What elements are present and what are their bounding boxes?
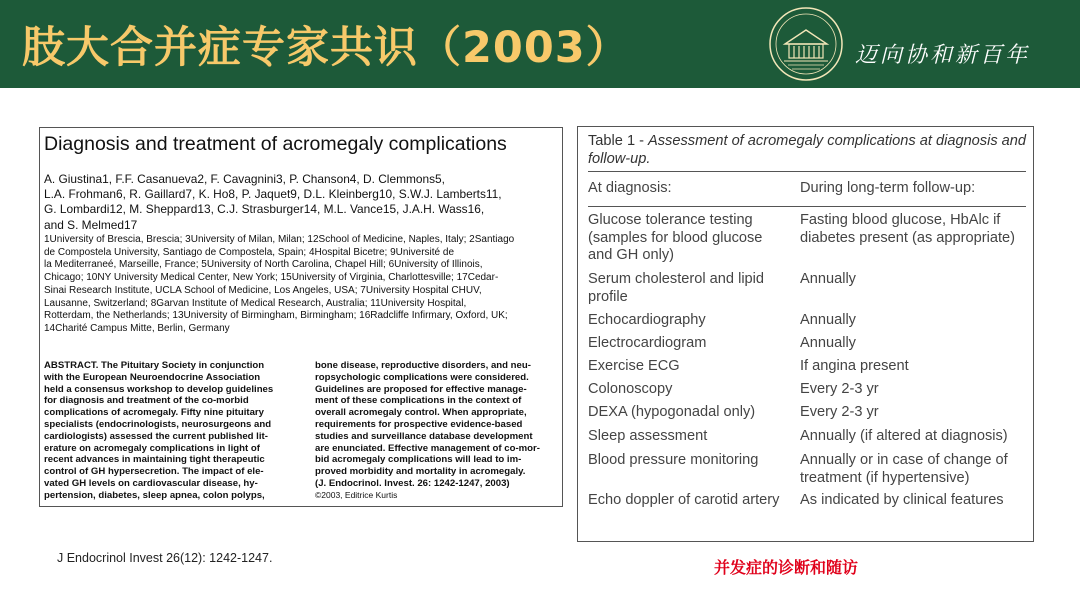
abstract-line: proved morbidity and mortality in acromegaly. [315, 466, 526, 478]
abstract-line: ropsychologic complications were considered. [315, 371, 529, 383]
table-cell-followup: Fasting blood glucose, HbAlc if diabetes present (as appropriate) [800, 212, 1015, 246]
abstract-line: with the European Neuroendocrine Association [44, 371, 261, 383]
table-cell-diagnosis: Serum cholesterol and lipid profile [588, 271, 765, 305]
affiliation-line: Chicago; 10NY University Medical Center, New York; 15University of Virginia, Charlottesville; 17Cedar- [44, 272, 499, 284]
abstract-column-right [315, 360, 561, 502]
abstract-line: cardiologists) assessed the current published lit- [44, 430, 268, 442]
paper-affiliations [44, 234, 560, 336]
paper-title: Diagnosis and treatment of acromegaly complications [44, 133, 507, 155]
abstract-line: (J. Endocrinol. Invest. 26: 1242-1247, 2003) [315, 477, 510, 489]
author-line: and S. Melmed17 [44, 217, 138, 232]
affiliation-line: Rotterdam, the Netherlands; 13University of Birmingham, Birmingham; 16Radcliffe Infirmary, Oxford, UK; [44, 310, 508, 322]
hospital-logo-icon [768, 6, 844, 82]
citation-text: J Endocrinol Invest 26(12): 1242-1247. [57, 551, 273, 565]
author-line: L.A. Frohman6, R. Gaillard7, K. Ho8, P. Jaquet9, D.L. Kleinberg10, S.W.J. Lamberts11, [44, 187, 502, 202]
table-header-followup: During long-term follow-up: [800, 180, 976, 196]
table-cell-diagnosis: Glucose tolerance testing (samples for blood glucose and GH only) [588, 212, 763, 264]
table-cell-diagnosis: Blood pressure monitoring [588, 452, 759, 468]
table-cell-followup: As indicated by clinical features [800, 492, 1004, 508]
table-cell-followup: Every 2-3 yr [800, 404, 879, 420]
paper-excerpt [39, 127, 563, 507]
abstract-line: recent advances in maintaining tight therapeutic [44, 454, 265, 466]
table-rule-header [588, 206, 1026, 207]
table-caption [588, 132, 1028, 168]
table-cell-diagnosis: Sleep assessment [588, 428, 708, 444]
table-cell-followup: Annually [800, 312, 856, 328]
table-cell-diagnosis: Echocardiography [588, 312, 706, 328]
caption-note: 并发症的诊断和随访 [714, 558, 859, 577]
affiliation-line: 1University of Brescia, Brescia; 3University of Milan, Milan; 12School of Medicine, Naples, Italy; 2Santiago [44, 234, 515, 245]
abstract-line: pertension, diabetes, sleep apnea, colon polyps, [44, 489, 265, 501]
table-cell-followup: Annually [800, 271, 856, 287]
header-bar [0, 0, 1080, 88]
table-caption-label: Table 1 - [588, 133, 649, 149]
table-cell-diagnosis: DEXA (hypogonadal only) [588, 404, 756, 420]
table-cell-diagnosis: Exercise ECG [588, 358, 680, 374]
abstract-line: held a consensus workshop to develop guidelines [44, 383, 274, 395]
table-caption-text: Assessment of acromegaly complications at diagnosis and follow-up. [588, 133, 1027, 167]
affiliation-line: la Mediterraneé, Marseille, France; 5University of North Carolina, Chapel Hill; 6University of Illinois, [44, 259, 483, 271]
abstract-line: vated GH levels on cardiovascular disease, hy- [44, 477, 258, 489]
abstract-line: complications of acromegaly. Fifty nine pituitary [44, 407, 264, 419]
abstract-line: ABSTRACT. The Pituitary Society in conjunction [44, 360, 265, 371]
abstract-line: studies and surveillance database development [315, 430, 533, 442]
affiliation-line: Lausanne, Switzerland; 8Garvan Institute of Medical Research, Australia; 11University Hospital, [44, 297, 467, 309]
table-cell-followup: Annually (if altered at diagnosis) [800, 428, 1008, 444]
assessment-table [577, 126, 1034, 542]
abstract-line: are enunciated. Effective management of co-mor- [315, 442, 540, 454]
slide-title: 肢大合并症专家共识（2003） [22, 23, 630, 73]
abstract-line: specialists (endocrinologists, neurosurgeons and [44, 418, 272, 430]
slogan-text: 迈向协和新百年 [855, 43, 1031, 68]
table-cell-diagnosis: Colonoscopy [588, 381, 673, 397]
table-cell-diagnosis: Electrocardiogram [588, 335, 707, 351]
abstract-line: Guidelines are proposed for effective manage- [315, 383, 527, 395]
table-cell-followup: Every 2-3 yr [800, 381, 879, 397]
abstract-column-left [44, 360, 294, 502]
table-cell-diagnosis: Echo doppler of carotid artery [588, 492, 780, 508]
table-header-diagnosis: At diagnosis: [588, 180, 672, 196]
affiliation-line: de Compostela University, Santiago de Compostela, Spain; 4Hospital Bicetre; 9Université de [44, 246, 455, 258]
author-line: G. Lombardi12, M. Sheppard13, C.J. Strasburger14, M.L. Vance15, J.A.H. Wass16, [44, 202, 485, 217]
table-cell-followup: Annually or in case of change of treatment (if hypertensive) [800, 452, 1008, 486]
author-line: A. Giustina1, F.F. Casanueva2, F. Cavagnini3, P. Chanson4, D. Clemmons5, [44, 172, 445, 186]
abstract-line: erature on acromegaly complications in light of [44, 442, 260, 454]
affiliation-line: 14Charité Campus Mitte, Berlin, Germany [44, 322, 230, 334]
abstract-line: for diagnosis and treatment of the co-morbid [44, 395, 249, 407]
abstract-line: bone disease, reproductive disorders, and neu- [315, 360, 531, 371]
affiliation-line: Sinai Research Institute, UCLA School of Medicine, Los Angeles, USA; 7University Hospital CHUV, [44, 284, 482, 296]
abstract-line: requirements for prospective evidence-based [315, 418, 523, 430]
copyright-line: ©2003, Editrice Kurtis [315, 489, 398, 500]
abstract-line: control of GH hypersecretion. The impact of ele- [44, 466, 264, 478]
table-rule-top [588, 171, 1026, 172]
table-cell-followup: If angina present [800, 358, 909, 374]
abstract-line: bid acromegaly complications will lead to im- [315, 454, 522, 466]
paper-authors [44, 172, 560, 233]
abstract-line: overall acromegaly control. When appropriate, [315, 407, 527, 419]
table-cell-followup: Annually [800, 335, 856, 351]
abstract-line: ment of these complications in the context of [315, 395, 522, 407]
